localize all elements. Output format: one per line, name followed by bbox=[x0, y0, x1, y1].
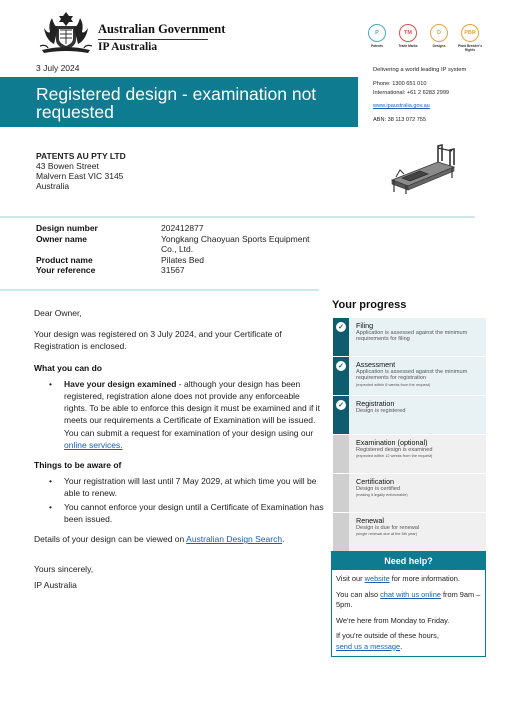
step-note: (expected within 8 weeks from the request) bbox=[356, 381, 431, 387]
website-link[interactable]: www.ipaustralia.gov.au bbox=[373, 103, 430, 109]
design-details bbox=[36, 223, 311, 276]
details-bottom-divider bbox=[0, 289, 319, 291]
signoff: IP Australia bbox=[34, 580, 77, 591]
progress-title: Your progress bbox=[332, 299, 407, 311]
trade-marks-circle-icon: TM bbox=[399, 24, 417, 42]
design-search-paragraph bbox=[34, 533, 324, 545]
things-to-be-aware-of-heading: Things to be aware of bbox=[34, 460, 122, 471]
letter-title: Registered design - examination not requested bbox=[36, 84, 317, 122]
trade-marks-logo bbox=[395, 24, 421, 49]
addressee-suburb: Malvern East VIC 3145 bbox=[36, 171, 124, 181]
designs-label: Designs bbox=[432, 44, 446, 48]
title-banner bbox=[0, 77, 358, 127]
tagline: Delivering a world leading IP system bbox=[373, 67, 467, 73]
detail-label: Product name bbox=[36, 254, 93, 265]
intro-paragraph: Your design was registered on 3 July 2024, and your Certificate of Registration is enclosed. bbox=[34, 329, 282, 352]
patents-logo bbox=[364, 24, 390, 49]
australian-government-logo bbox=[36, 10, 226, 58]
product-name-value: Pilates Bed bbox=[161, 254, 204, 265]
progress-step-filing bbox=[333, 318, 486, 356]
progress-step-certification bbox=[333, 474, 486, 512]
progress-step-assessment bbox=[333, 357, 486, 395]
step-name: Registration bbox=[356, 399, 395, 408]
ip-rights-logos bbox=[364, 24, 484, 60]
addressee-street: 43 Bowen Street bbox=[36, 161, 99, 171]
plant-breeders-rights-logo bbox=[457, 24, 483, 52]
government-name: Australian Government bbox=[98, 22, 226, 36]
step-description: Design is certified bbox=[356, 486, 401, 492]
salutation: Dear Owner, bbox=[34, 308, 82, 318]
what-you-can-do-list bbox=[34, 378, 324, 451]
opening-hours-text: We're here from Monday to Friday. bbox=[336, 615, 450, 625]
design-number-value: 202412877 bbox=[161, 223, 204, 233]
step-name: Assessment bbox=[356, 360, 396, 369]
send-message-link[interactable]: send us a message bbox=[336, 641, 401, 651]
need-help-box bbox=[331, 551, 486, 657]
letter-date: 3 July 2024 bbox=[36, 63, 80, 73]
detail-label: Owner name bbox=[36, 233, 88, 244]
patents-circle-icon: P bbox=[368, 24, 386, 42]
step-description: Application is assessed against the minimum requirements for registration bbox=[356, 369, 468, 382]
detail-row bbox=[36, 265, 311, 276]
chat-online-link[interactable]: chat with us online bbox=[380, 589, 441, 599]
addressee-block bbox=[36, 151, 126, 191]
examination-highlight: Have your design examined bbox=[64, 378, 177, 389]
trade-marks-label: Trade Marks bbox=[398, 44, 418, 48]
progress-step-renewal bbox=[333, 513, 486, 551]
designs-circle-icon: D bbox=[430, 24, 448, 42]
step-description: Registered design is examined bbox=[356, 447, 433, 453]
visit-website-text: Visit our website for more information. bbox=[336, 574, 460, 583]
plant-breeders-rights-label: Plant Breeder's Rights bbox=[457, 44, 483, 52]
international-number: International: +61 2 6283 2999 bbox=[373, 89, 450, 96]
step-description: Design is due for renewal bbox=[356, 525, 420, 531]
plant-breeders-rights-circle-icon: PBR bbox=[461, 24, 479, 42]
detail-row bbox=[36, 255, 311, 266]
step-name: Examination (optional) bbox=[356, 438, 428, 447]
progress-step-registration bbox=[333, 396, 486, 434]
step-description: Application is assessed against the minimum requirements for filing bbox=[356, 330, 468, 343]
things-to-be-aware-of-list bbox=[34, 475, 324, 525]
designs-logo bbox=[426, 24, 452, 49]
owner-name-value: Yongkang Chaoyuan Sports Equipment Co., Ltd. bbox=[161, 233, 310, 254]
abn: ABN: 38 113 072 755 bbox=[373, 116, 427, 123]
check-icon: ✓ bbox=[336, 400, 346, 410]
design-search-end: . bbox=[282, 534, 285, 545]
step-name: Filing bbox=[356, 321, 374, 330]
patents-label: Patents bbox=[371, 44, 383, 48]
addressee-company: PATENTS AU PTY LTD bbox=[36, 151, 126, 161]
australian-design-search-link[interactable]: Australian Design Search bbox=[186, 534, 283, 545]
detail-row bbox=[36, 223, 311, 234]
chat-online-text: You can also chat with us online from 9am – 5pm. bbox=[336, 589, 481, 609]
list-item: • Your registration will last until 7 May 2029, at which time you will be able to renew. bbox=[34, 475, 324, 499]
need-help-title: Need help? bbox=[332, 552, 485, 570]
outside-hours-text: If you're outside of these hours, bbox=[336, 631, 439, 640]
your-reference-value: 31567 bbox=[161, 265, 185, 275]
step-note: (making it legally enforceable) bbox=[356, 492, 408, 498]
progress-step-examination bbox=[333, 435, 486, 473]
examination-text: - although your design has been registered, registration alone does not provide any enforceable rights. To be able to enforce this design it must be examined and if it meets our requirements a Certificate of Examination will be issued. You can submit a request for examination of your design using our bbox=[64, 378, 320, 438]
progress-steps bbox=[333, 318, 486, 552]
closing: Yours sincerely, bbox=[34, 564, 94, 575]
step-name: Certification bbox=[356, 477, 394, 486]
step-description: Design is registered bbox=[356, 408, 406, 414]
step-name: Renewal bbox=[356, 516, 384, 525]
website-link[interactable]: website bbox=[364, 574, 390, 583]
detail-label: Design number bbox=[36, 223, 98, 233]
list-item: • You cannot enforce your design until a Certificate of Examination has been issued. bbox=[34, 501, 324, 525]
step-note: (expected within 12 weeks from the request) bbox=[356, 453, 433, 459]
check-icon: ✓ bbox=[336, 361, 346, 371]
design-search-text: Details of your design can be viewed on bbox=[34, 534, 187, 545]
online-services-link[interactable]: online services. bbox=[64, 439, 123, 450]
logo-divider bbox=[98, 39, 208, 40]
detail-label: Your reference bbox=[36, 265, 96, 275]
addressee-country: Australia bbox=[36, 181, 70, 191]
list-item bbox=[34, 378, 324, 451]
pilates-bed-image bbox=[388, 140, 460, 196]
need-help-body bbox=[332, 570, 485, 652]
contact-details bbox=[373, 80, 449, 124]
what-you-can-do-heading: What you can do bbox=[34, 362, 102, 373]
details-top-divider bbox=[0, 216, 475, 218]
step-note: (single renewal due at the 5th year) bbox=[356, 531, 417, 537]
letter-body bbox=[34, 307, 324, 592]
check-icon: ✓ bbox=[336, 322, 346, 332]
phone-number: Phone: 1300 651 010 bbox=[373, 81, 427, 87]
agency-name: IP Australia bbox=[98, 41, 158, 53]
coat-of-arms-icon bbox=[36, 10, 96, 56]
detail-row bbox=[36, 234, 311, 255]
send-message-line: send us a message. bbox=[336, 641, 403, 651]
